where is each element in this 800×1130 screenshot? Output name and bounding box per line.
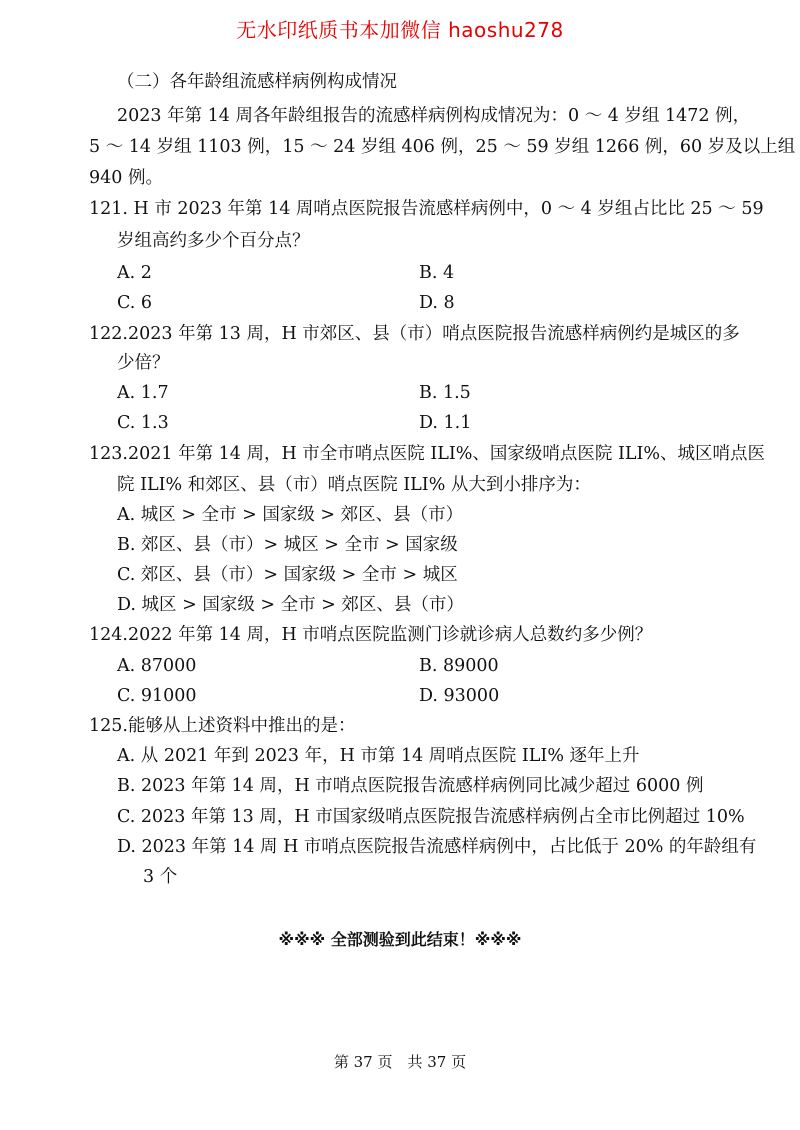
q123-option-b: B. 郊区、县（市）> 城区 > 全市 > 国家级 xyxy=(117,535,458,555)
q121-option-d: D. 8 xyxy=(419,293,455,313)
q123-option-d: D. 城区 > 国家级 > 全市 > 郊区、县（市） xyxy=(117,595,464,615)
page-number-footer: 第 37 页 共 37 页 xyxy=(333,1053,467,1071)
q125-option-b: B. 2023 年第 14 周，H 市哨点医院报告流感样病例同比减少超过 6000 例 xyxy=(117,776,704,796)
q125-option-d: D. 2023 年第 14 周 H 市哨点医院报告流感样病例中，占比低于 20% 的年龄组有 xyxy=(117,837,757,857)
q124-option-d: D. 93000 xyxy=(419,686,500,706)
q121-text-line-1: 121. H 市 2023 年第 14 周哨点医院报告流感样病例中，0 ～ 4 岁组占比比 25 ～ 59 xyxy=(89,199,764,219)
q125-text-line-1: 125.能够从上述资料中推出的是： xyxy=(89,716,356,736)
intro-line-1: 2023 年第 14 周各年龄组报告的流感样病例构成情况为：0 ～ 4 岁组 1472 例， xyxy=(117,106,751,126)
q123-text-line-2: 院 ILI% 和郊区、县（市）哨点医院 ILI% 从大到小排序为： xyxy=(117,475,591,495)
q122-text-line-2: 少倍？ xyxy=(117,353,170,373)
q124-option-c: C. 91000 xyxy=(117,686,197,706)
q124-option-a: A. 87000 xyxy=(117,656,197,676)
intro-line-2: 5 ～ 14 岁组 1103 例，15 ～ 24 岁组 406 例，25 ～ 59 岁组 1266 例，60 岁及以上组 xyxy=(89,137,796,157)
watermark-text: 无水印纸质书本加微信 haoshu278 xyxy=(236,18,564,42)
q122-option-a: A. 1.7 xyxy=(117,383,169,403)
q121-text-line-2: 岁组高约多少个百分点？ xyxy=(117,231,310,251)
q125-option-a: A. 从 2021 年到 2023 年，H 市第 14 周哨点医院 ILI% 逐年上升 xyxy=(117,746,640,766)
q123-text-line-1: 123.2021 年第 14 周，H 市全市哨点医院 ILI%、国家级哨点医院 ILI%、城区哨点医 xyxy=(89,444,766,464)
q121-option-a: A. 2 xyxy=(117,263,152,283)
q122-option-c: C. 1.3 xyxy=(117,413,169,433)
q122-text-line-1: 122.2023 年第 13 周，H 市郊区、县（市）哨点医院报告流感样病例约是城区的多 xyxy=(89,324,740,344)
q124-option-b: B. 89000 xyxy=(419,656,499,676)
q121-option-c: C. 6 xyxy=(117,293,153,313)
q125-option-c: C. 2023 年第 13 周，H 市国家级哨点医院报告流感样病例占全市比例超过 10% xyxy=(117,807,745,827)
q123-option-a: A. 城区 > 全市 > 国家级 > 郊区、县（市） xyxy=(117,505,464,525)
end-of-test-note: ※※※ 全部测验到此结束！※※※ xyxy=(278,930,522,949)
q124-text-line-1: 124.2022 年第 14 周，H 市哨点医院监测门诊就诊病人总数约多少例？ xyxy=(89,625,653,645)
q121-option-b: B. 4 xyxy=(419,263,455,283)
q122-option-d: D. 1.1 xyxy=(419,413,472,433)
intro-line-3: 940 例。 xyxy=(89,168,163,188)
section-heading: （二）各年龄组流感样病例构成情况 xyxy=(117,72,397,92)
q122-option-b: B. 1.5 xyxy=(419,383,471,403)
q125-option-d-continuation: 3 个 xyxy=(143,867,178,887)
q123-option-c: C. 郊区、县（市）> 国家级 > 全市 > 城区 xyxy=(117,565,458,585)
